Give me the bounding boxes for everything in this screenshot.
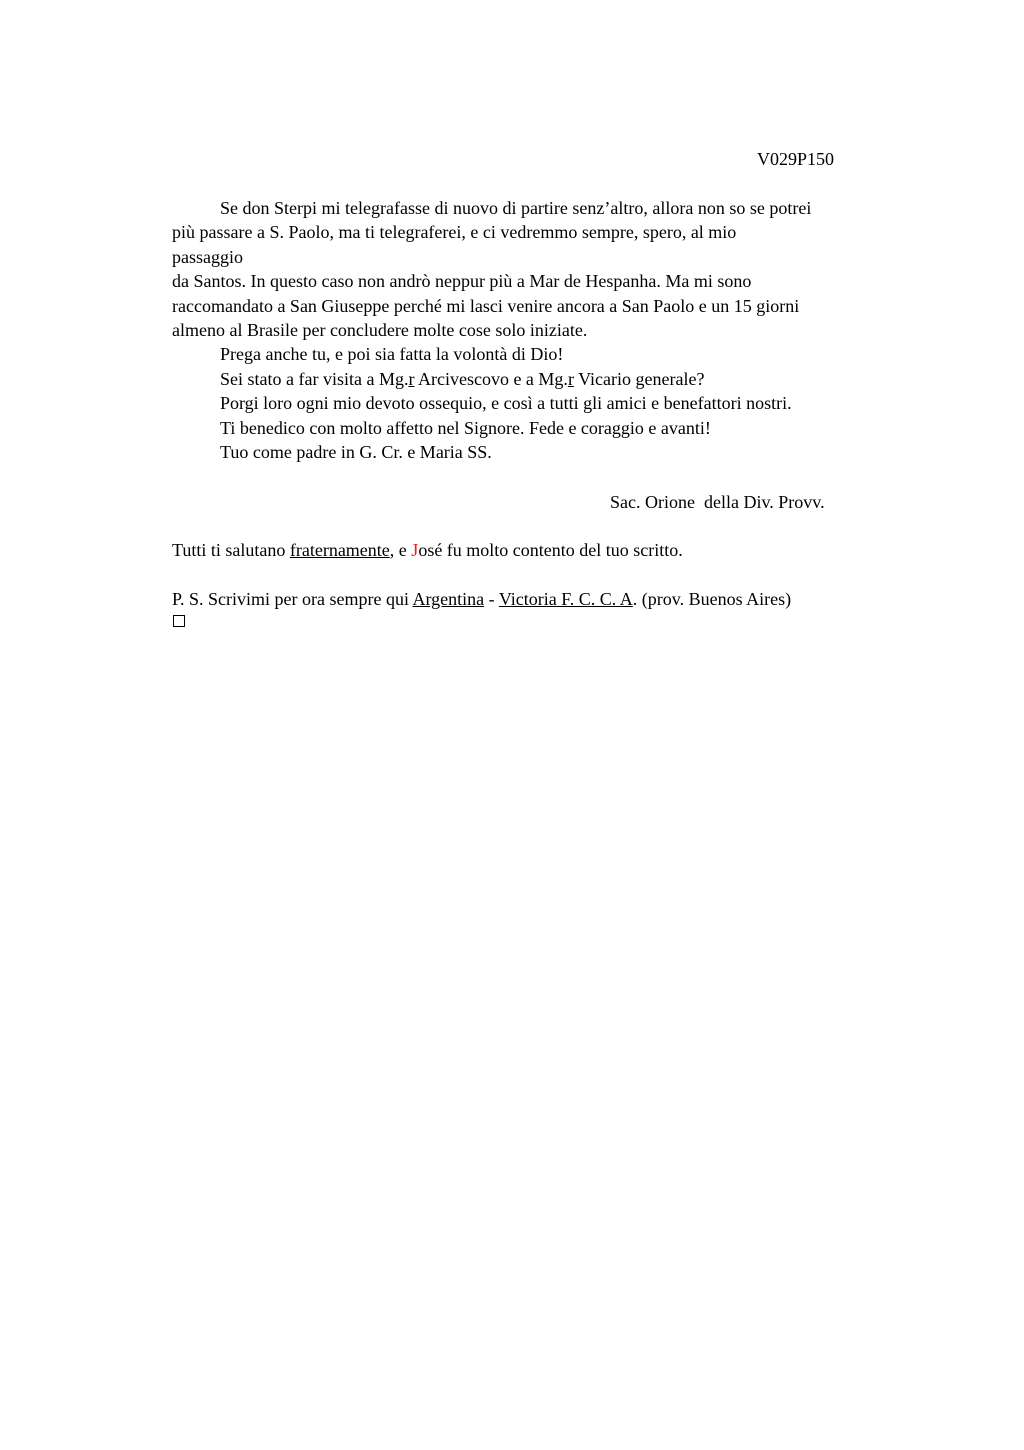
visit-text: Arcivescovo e a Mg.	[414, 368, 568, 389]
signature: Sac. Orione della Div. Provv.	[610, 492, 825, 512]
paragraph-line: più passare a S. Paolo, ma ti telegraferei, e ci vedremmo sempre, spero, al mio	[172, 222, 737, 243]
paragraph-line: Se don Sterpi mi telegrafasse di nuovo di partire senz’altro, allora non so se potrei	[220, 198, 812, 218]
greeting-text: Tutti ti salutano	[172, 540, 290, 560]
document-reference: V029P150	[757, 149, 835, 169]
greeting-text: , e	[389, 540, 412, 560]
underlined-word: fraternamente	[289, 540, 390, 560]
postscript-line	[172, 587, 791, 611]
postscript-text: P. S. Scrivimi per ora sempre qui	[172, 589, 413, 609]
visit-text: Vicario generale?	[573, 368, 705, 389]
greeting-text: osé fu molto contento del tuo scritto.	[418, 540, 683, 560]
underlined-word: Victoria F. C. C. A	[498, 589, 633, 609]
visit-text: Sei stato a far visita a Mg.	[220, 368, 409, 389]
closing-line: Tuo come padre in G. Cr. e Maria SS.	[220, 442, 492, 463]
greeting-line	[172, 538, 683, 562]
visit-line	[172, 367, 902, 391]
paragraph-line: da Santos. In questo caso non andrò neppur più a Mar de Hespanha. Ma mi sono	[172, 271, 752, 292]
paragraph-line: raccomandato a San Giuseppe perché mi lasci venire ancora a San Paolo e un 15 giorni	[172, 295, 800, 316]
regards-line: Porgi loro ogni mio devoto ossequio, e così a tutti gli amici e benefattori nostri.	[220, 393, 792, 414]
checkbox-square-icon	[173, 615, 185, 627]
paragraph-line: almeno al Brasile per concludere molte cose solo iniziate.	[172, 320, 588, 341]
paragraph-line: passaggio	[172, 246, 243, 267]
postscript-text: . (prov. Buenos Aires)	[632, 589, 792, 609]
bless-line: Ti benedico con molto affetto nel Signore. Fede e coraggio e avanti!	[220, 417, 711, 438]
abbreviation-underlined: r	[567, 368, 574, 389]
red-highlight-letter: J	[411, 540, 419, 560]
underlined-word: Argentina	[412, 589, 485, 609]
letter-body	[172, 196, 902, 464]
postscript-text: -	[484, 589, 499, 609]
abbreviation-underlined: r	[408, 368, 415, 389]
pray-line: Prega anche tu, e poi sia fatta la volontà di Dio!	[220, 344, 564, 365]
